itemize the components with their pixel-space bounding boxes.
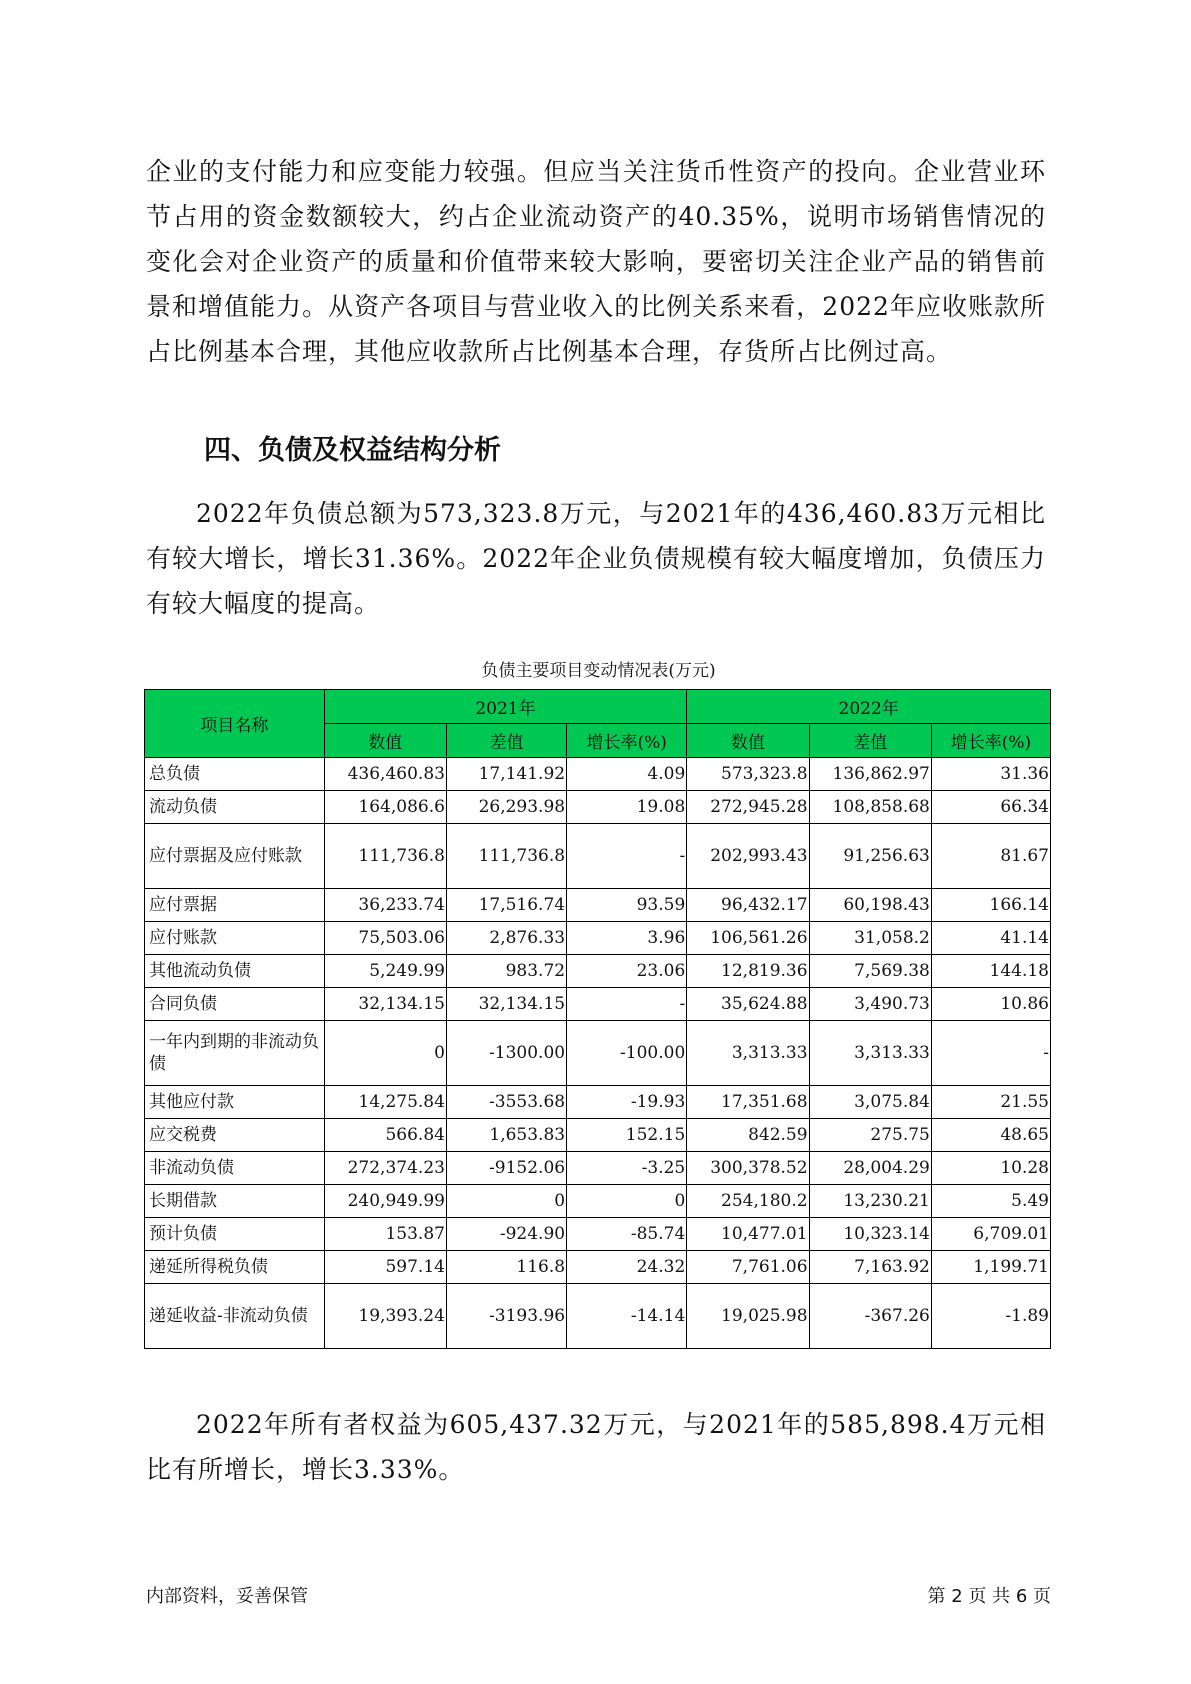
table-row xyxy=(145,1021,1051,1086)
row-value-cell: 254,180.2 xyxy=(687,1185,809,1218)
row-item-name: 递延收益-非流动负债 xyxy=(145,1284,325,1349)
row-value-cell: 10.86 xyxy=(931,988,1050,1021)
table-row xyxy=(145,1185,1051,1218)
row-item-name: 长期借款 xyxy=(145,1185,325,1218)
row-item-name: 预计负债 xyxy=(145,1218,325,1251)
row-value-cell: 111,736.8 xyxy=(446,824,566,889)
subheader-diff-2021: 差值 xyxy=(446,724,566,758)
row-value-cell: 566.84 xyxy=(324,1119,446,1152)
header-year-2021: 2021年 xyxy=(324,690,687,724)
row-value-cell: 300,378.52 xyxy=(687,1152,809,1185)
row-value-cell: -1300.00 xyxy=(446,1021,566,1086)
row-value-cell: 3.96 xyxy=(567,922,687,955)
row-value-cell: 19,025.98 xyxy=(687,1284,809,1349)
subheader-diff-2022: 差值 xyxy=(809,724,931,758)
row-value-cell: 48.65 xyxy=(931,1119,1050,1152)
row-value-cell: 2,876.33 xyxy=(446,922,566,955)
row-value-cell: 108,858.68 xyxy=(809,791,931,824)
row-value-cell: 272,945.28 xyxy=(687,791,809,824)
row-value-cell: 136,862.97 xyxy=(809,758,931,791)
row-value-cell: 60,198.43 xyxy=(809,889,931,922)
table-row xyxy=(145,922,1051,955)
row-value-cell: 19,393.24 xyxy=(324,1284,446,1349)
row-value-cell: -100.00 xyxy=(567,1021,687,1086)
row-value-cell: 24.32 xyxy=(567,1251,687,1284)
row-value-cell: -19.93 xyxy=(567,1086,687,1119)
row-value-cell: 436,460.83 xyxy=(324,758,446,791)
footer-confidential-note: 内部资料，妥善保管 xyxy=(146,1586,308,1607)
row-value-cell: 144.18 xyxy=(931,955,1050,988)
table-row xyxy=(145,824,1051,889)
row-item-name: 其他流动负债 xyxy=(145,955,325,988)
table-row xyxy=(145,889,1051,922)
row-value-cell: 7,569.38 xyxy=(809,955,931,988)
table-row xyxy=(145,1218,1051,1251)
row-value-cell: 202,993.43 xyxy=(687,824,809,889)
row-value-cell: 842.59 xyxy=(687,1119,809,1152)
row-value-cell: 10,323.14 xyxy=(809,1218,931,1251)
row-value-cell: 12,819.36 xyxy=(687,955,809,988)
row-value-cell: 75,503.06 xyxy=(324,922,446,955)
row-value-cell: 983.72 xyxy=(446,955,566,988)
row-value-cell: -3193.96 xyxy=(446,1284,566,1349)
row-value-cell: 91,256.63 xyxy=(809,824,931,889)
row-value-cell: 3,490.73 xyxy=(809,988,931,1021)
row-value-cell: 111,736.8 xyxy=(324,824,446,889)
row-item-name: 合同负债 xyxy=(145,988,325,1021)
table-row xyxy=(145,955,1051,988)
table-row xyxy=(145,791,1051,824)
row-value-cell: - xyxy=(567,824,687,889)
row-value-cell: 17,141.92 xyxy=(446,758,566,791)
row-value-cell: 0 xyxy=(324,1021,446,1086)
paragraph-asset-analysis: 企业的支付能力和应变能力较强。但应当关注货币性资产的投向。企业营业环节占用的资金数额较大，约占企业流动资产的40.35%，说明市场销售情况的变化会对企业资产的质量和价值带来较大影响，要密切关注企业产品的销售前景和增值能力。从资产各项目与营业收入的比例关系来看，2022年应收账款所占比例基本合理，其他应收款所占比例基本合理，存货所占比例过高。 xyxy=(146,157,1046,366)
row-value-cell: 272,374.23 xyxy=(324,1152,446,1185)
row-value-cell: 1,653.83 xyxy=(446,1119,566,1152)
subheader-value-2021: 数值 xyxy=(324,724,446,758)
row-value-cell: - xyxy=(931,1021,1050,1086)
row-item-name: 一年内到期的非流动负债 xyxy=(145,1021,325,1086)
section-heading: 四、负债及权益结构分析 xyxy=(204,435,501,466)
header-item-name: 项目名称 xyxy=(145,690,325,758)
row-value-cell: 10,477.01 xyxy=(687,1218,809,1251)
paragraph-equity-summary: 2022年所有者权益为605,437.32万元，与2021年的585,898.4万元相比有所增长，增长3.33%。 xyxy=(146,1410,1046,1484)
row-value-cell: 32,134.15 xyxy=(324,988,446,1021)
row-value-cell: 17,351.68 xyxy=(687,1086,809,1119)
header-year-2022: 2022年 xyxy=(687,690,1051,724)
table-row xyxy=(145,1284,1051,1349)
row-value-cell: 81.67 xyxy=(931,824,1050,889)
row-value-cell: 32,134.15 xyxy=(446,988,566,1021)
row-value-cell: 240,949.99 xyxy=(324,1185,446,1218)
row-value-cell: 6,709.01 xyxy=(931,1218,1050,1251)
row-value-cell: 0 xyxy=(567,1185,687,1218)
row-value-cell: 35,624.88 xyxy=(687,988,809,1021)
row-value-cell: 0 xyxy=(446,1185,566,1218)
row-value-cell: 573,323.8 xyxy=(687,758,809,791)
footer-page-number: 第 2 页 共 6 页 xyxy=(927,1586,1051,1607)
row-value-cell: 31,058.2 xyxy=(809,922,931,955)
row-value-cell: 14,275.84 xyxy=(324,1086,446,1119)
row-value-cell: 166.14 xyxy=(931,889,1050,922)
row-value-cell: 17,516.74 xyxy=(446,889,566,922)
row-value-cell: 3,075.84 xyxy=(809,1086,931,1119)
row-value-cell: 7,761.06 xyxy=(687,1251,809,1284)
subheader-rate-2021: 增长率(%) xyxy=(567,724,687,758)
row-value-cell: 66.34 xyxy=(931,791,1050,824)
subheader-value-2022: 数值 xyxy=(687,724,809,758)
row-value-cell: 597.14 xyxy=(324,1251,446,1284)
row-value-cell: - xyxy=(567,988,687,1021)
row-value-cell: 5.49 xyxy=(931,1185,1050,1218)
table-row xyxy=(145,1119,1051,1152)
row-value-cell: 106,561.26 xyxy=(687,922,809,955)
row-item-name: 应付票据及应付账款 xyxy=(145,824,325,889)
row-value-cell: 13,230.21 xyxy=(809,1185,931,1218)
row-item-name: 递延所得税负债 xyxy=(145,1251,325,1284)
row-item-name: 总负债 xyxy=(145,758,325,791)
table-row xyxy=(145,988,1051,1021)
subheader-rate-2022: 增长率(%) xyxy=(931,724,1050,758)
row-value-cell: 41.14 xyxy=(931,922,1050,955)
row-value-cell: -9152.06 xyxy=(446,1152,566,1185)
row-value-cell: 23.06 xyxy=(567,955,687,988)
row-value-cell: 36,233.74 xyxy=(324,889,446,922)
table-body xyxy=(145,758,1051,1349)
row-value-cell: 116.8 xyxy=(446,1251,566,1284)
table-caption: 负债主要项目变动情况表(万元) xyxy=(481,661,716,681)
row-value-cell: 164,086.6 xyxy=(324,791,446,824)
row-value-cell: -367.26 xyxy=(809,1284,931,1349)
table-row xyxy=(145,1152,1051,1185)
row-item-name: 应付票据 xyxy=(145,889,325,922)
row-value-cell: 3,313.33 xyxy=(809,1021,931,1086)
liability-table xyxy=(144,689,1051,1349)
row-value-cell: -924.90 xyxy=(446,1218,566,1251)
row-value-cell: -3.25 xyxy=(567,1152,687,1185)
row-value-cell: 152.15 xyxy=(567,1119,687,1152)
row-value-cell: 153.87 xyxy=(324,1218,446,1251)
row-value-cell: 26,293.98 xyxy=(446,791,566,824)
row-value-cell: 10.28 xyxy=(931,1152,1050,1185)
row-item-name: 非流动负债 xyxy=(145,1152,325,1185)
row-item-name: 应交税费 xyxy=(145,1119,325,1152)
row-value-cell: 21.55 xyxy=(931,1086,1050,1119)
paragraph-liability-summary: 2022年负债总额为573,323.8万元，与2021年的436,460.83万元相比有较大增长，增长31.36%。2022年企业负债规模有较大幅度增加，负债压力有较大幅度的提高。 xyxy=(146,499,1046,618)
row-value-cell: 275.75 xyxy=(809,1119,931,1152)
table-row xyxy=(145,758,1051,791)
row-value-cell: 93.59 xyxy=(567,889,687,922)
table-row xyxy=(145,1086,1051,1119)
row-value-cell: -85.74 xyxy=(567,1218,687,1251)
row-value-cell: 28,004.29 xyxy=(809,1152,931,1185)
row-value-cell: 19.08 xyxy=(567,791,687,824)
row-value-cell: -14.14 xyxy=(567,1284,687,1349)
row-item-name: 流动负债 xyxy=(145,791,325,824)
row-item-name: 应付账款 xyxy=(145,922,325,955)
row-value-cell: 31.36 xyxy=(931,758,1050,791)
row-value-cell: 5,249.99 xyxy=(324,955,446,988)
row-value-cell: -1.89 xyxy=(931,1284,1050,1349)
row-value-cell: 3,313.33 xyxy=(687,1021,809,1086)
table-row xyxy=(145,1251,1051,1284)
row-value-cell: 4.09 xyxy=(567,758,687,791)
row-value-cell: 96,432.17 xyxy=(687,889,809,922)
row-value-cell: 7,163.92 xyxy=(809,1251,931,1284)
row-value-cell: -3553.68 xyxy=(446,1086,566,1119)
row-value-cell: 1,199.71 xyxy=(931,1251,1050,1284)
row-item-name: 其他应付款 xyxy=(145,1086,325,1119)
